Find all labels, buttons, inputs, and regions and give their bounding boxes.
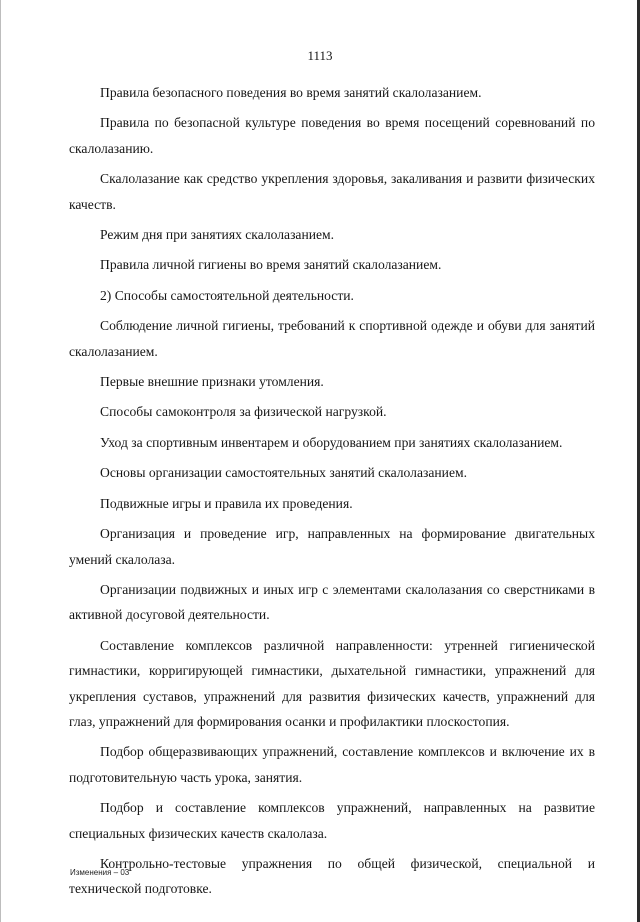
- paragraph-hygiene-rules: Правила личной гигиены во время занятий скалолазанием.: [100, 257, 442, 273]
- paragraph-game-organization: Организация и проведение игр, направленных на формирование двигательных умений скалолаза.: [69, 526, 595, 567]
- body-text: [69, 80, 595, 907]
- scan-left-edge: [0, 0, 1, 922]
- paragraph-control-tests: Контрольно-тестовые упражнения по общей физической, специальной и технической подготовке.: [69, 855, 595, 897]
- paragraph-health-means: Скалолазание как средство укрепления здоровья, закаливания и развити физических качеств.: [69, 171, 595, 212]
- paragraph-equipment-care: Уход за спортивным инвентарем и оборудованием при занятиях скалолазанием.: [100, 434, 563, 450]
- page-number: 1113: [307, 48, 333, 63]
- paragraph-outdoor-games: Подвижные игры и правила их проведения.: [100, 495, 353, 511]
- paragraph-special-qualities: Подбор и составление комплексов упражнений, направленных на развитие специальных физических качеств скалолаза.: [69, 800, 595, 841]
- paragraph-independent-training: Основы организации самостоятельных занятий скалолазанием.: [100, 465, 467, 481]
- paragraph-clothing-requirements: Соблюдение личной гигиены, требований к спортивной одежде и обуви для занятий скалолазанием.: [69, 318, 595, 359]
- paragraph-exercise-selection: Подбор общеразвивающих упражнений, составление комплексов и включение их в подготовительную часть урока, занятия.: [69, 744, 595, 785]
- paragraph-exercise-complexes: Составление комплексов различной направленности: утренней гигиенической гимнастики, корригирующей гимнастики, дыхательной гимнастики, упражнений для укрепления суставов, упражнений для развития физических качеств, упражнений для глаз, упражнений для формирования осанки и профилактики плоскостопия.: [69, 637, 595, 729]
- paragraph-safety-rules: Правила безопасного поведения во время занятий скалолазанием.: [100, 85, 482, 100]
- paragraph-games-with-peers: Организации подвижных и иных игр с элементами скалолазания со сверстниками в активной досуговой деятельности.: [69, 581, 595, 623]
- revision-footer: Изменения – 03: [70, 868, 130, 877]
- paragraph-daily-routine: Режим дня при занятиях скалолазанием.: [100, 227, 335, 243]
- paragraph-self-control: Способы самоконтроля за физической нагрузкой.: [100, 404, 387, 420]
- paragraph-competition-conduct: Правила по безопасной культуре поведения во время посещений соревнований по скалолазанию.: [69, 115, 595, 156]
- paragraph-fatigue-signs: Первые внешние признаки утомления.: [100, 374, 324, 390]
- section-heading-self-activity: 2) Способы самостоятельной деятельности.: [100, 287, 354, 303]
